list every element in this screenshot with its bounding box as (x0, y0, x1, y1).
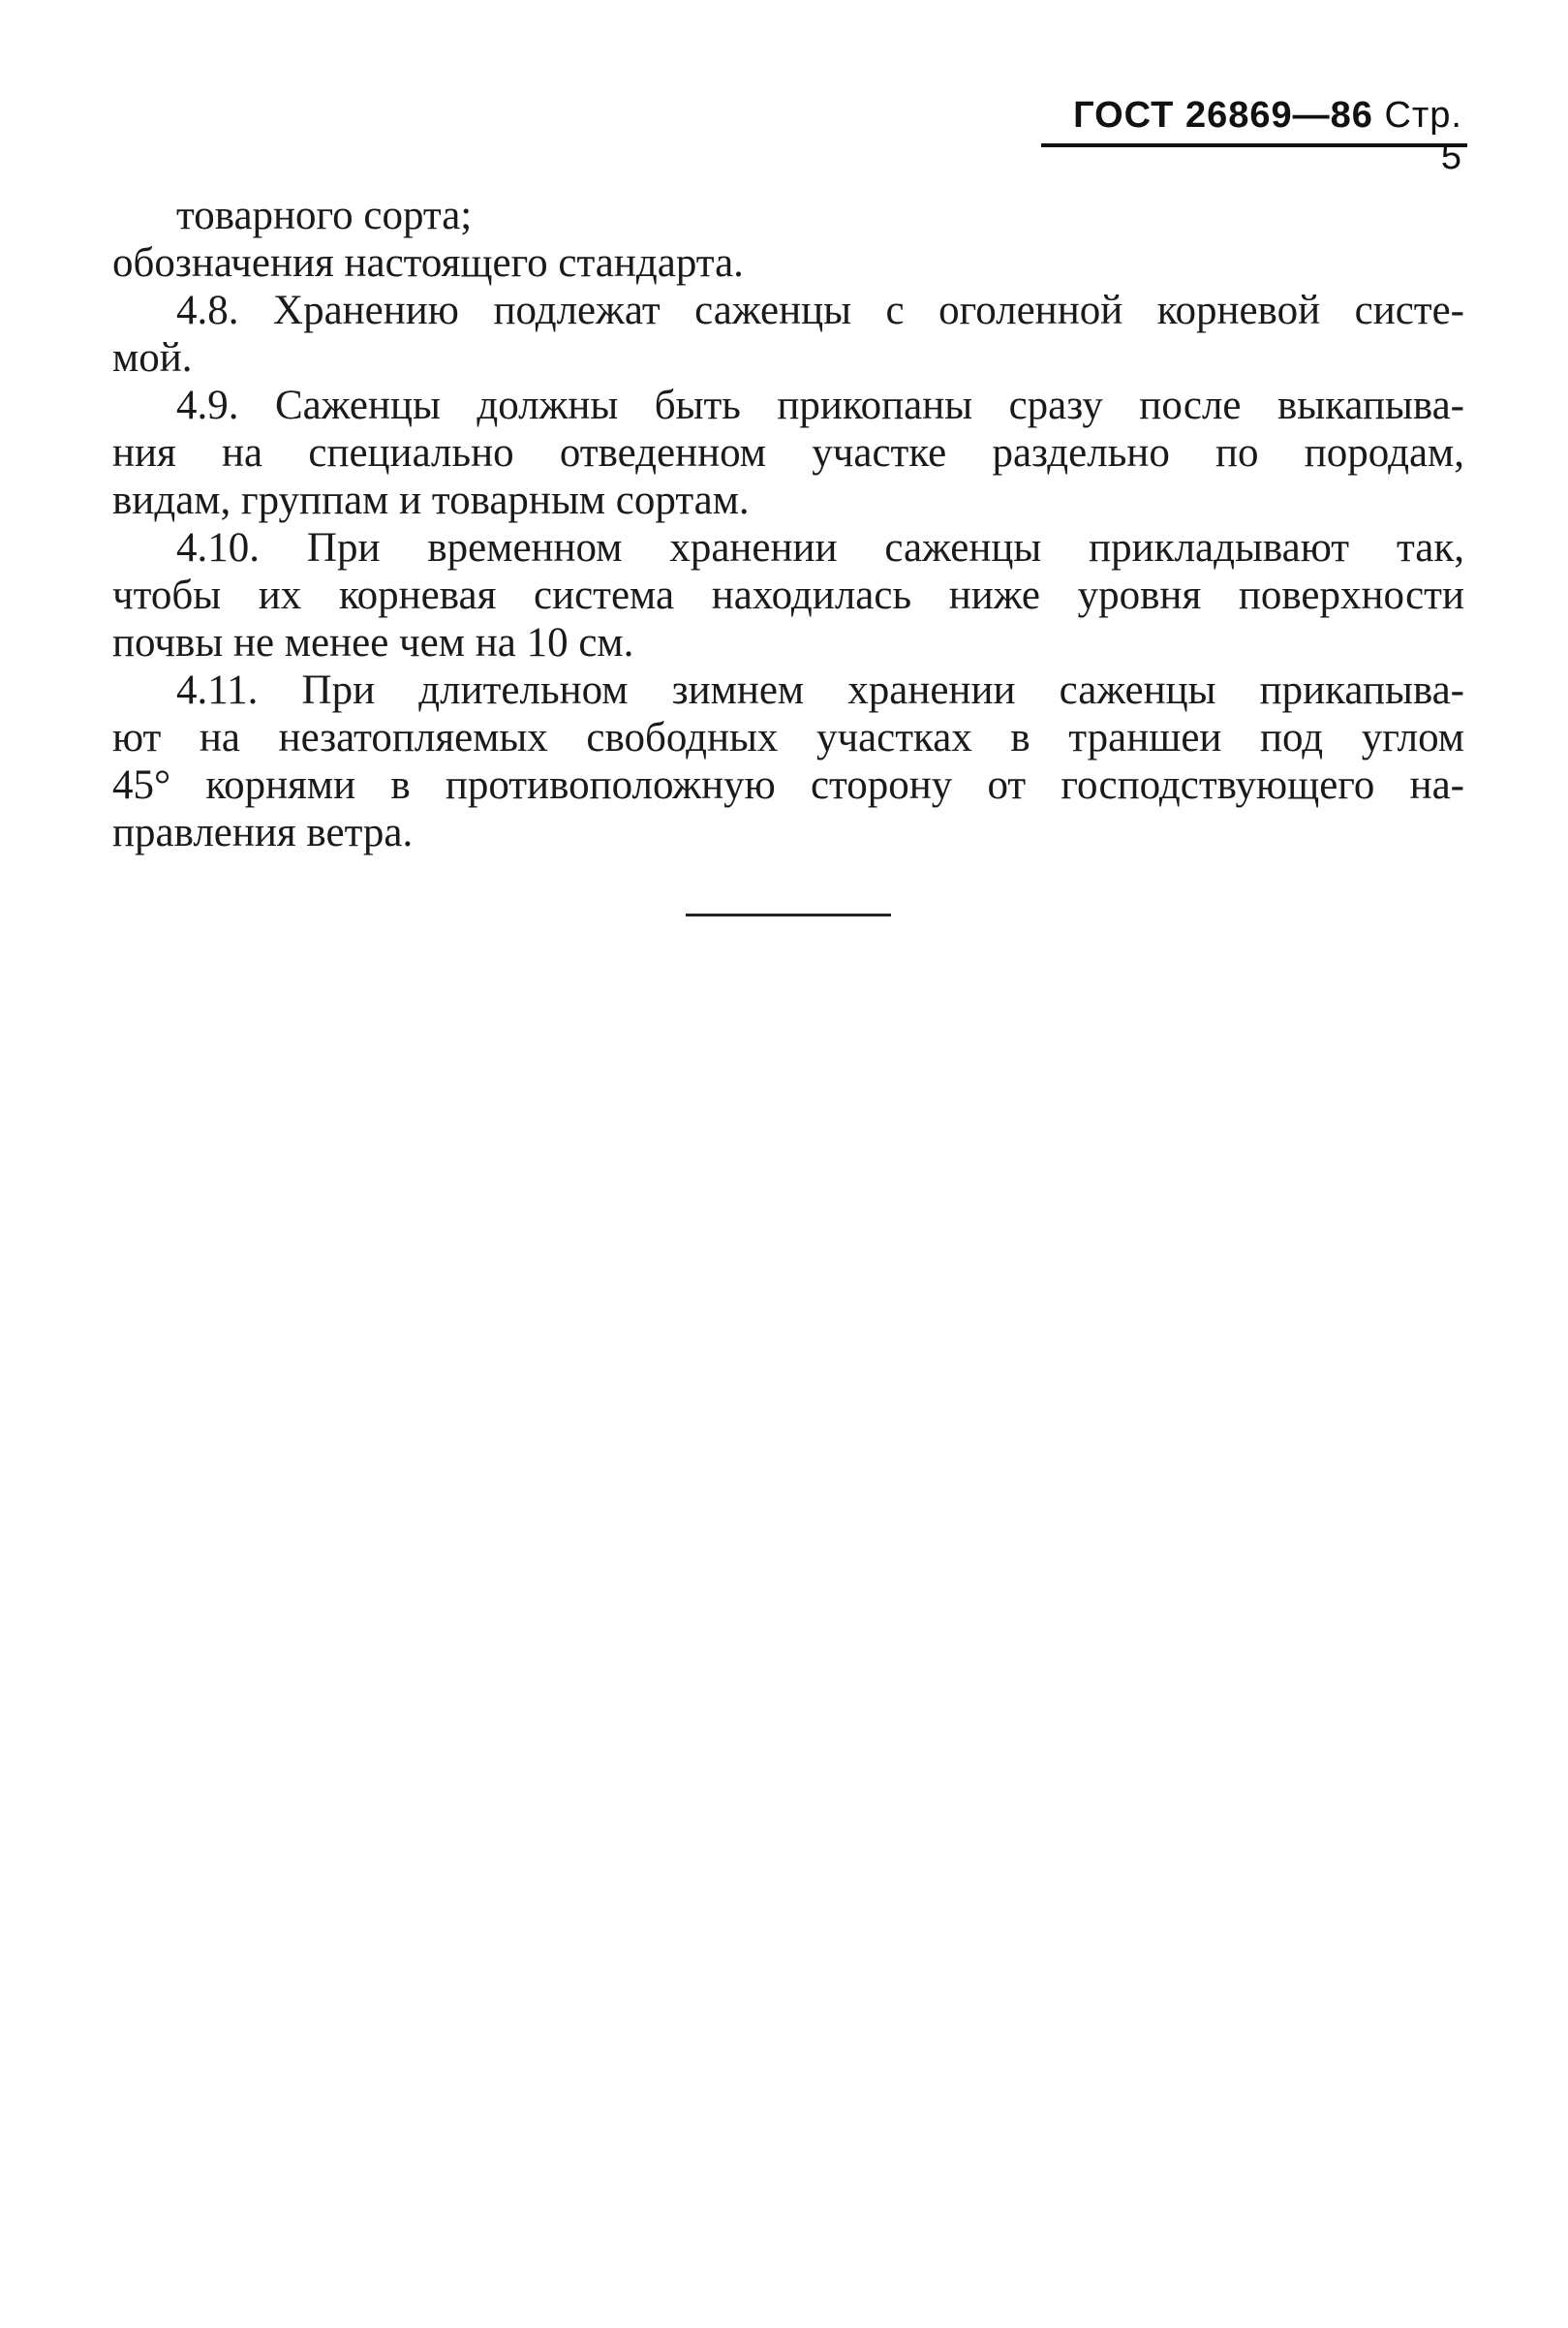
text-line: мой. (112, 335, 193, 381)
standard-number: ГОСТ 26869—86 (1073, 95, 1373, 136)
text-line: 4.8. Хранению подлежат саженцы с оголенной корневой систе- (176, 288, 1464, 333)
page-number: Стр. 5 (1384, 95, 1462, 177)
header-rule (1041, 143, 1467, 147)
text-line: чтобы их корневая система находилась ниже уровня поверхности (112, 573, 1464, 618)
text-line: правления ветра. (112, 810, 414, 855)
text-line: 4.9. Саженцы должны быть прикопаны сразу после выкапыва- (176, 383, 1464, 428)
body-text (112, 192, 1464, 856)
text-line: почвы не менее чем на 10 см. (112, 620, 634, 666)
text-line: 4.11. При длительном зимнем хранении саженцы прикапыва- (176, 667, 1464, 713)
text-line: видам, группам и товарным сортам. (112, 478, 750, 523)
text-line: товарного сорта; (176, 193, 473, 238)
text-line: ют на незатопляемых свободных участках в траншеи под углом (112, 715, 1464, 760)
page-header (1046, 95, 1462, 178)
text-line: 45° корнями в противоположную сторону от господствующего на- (112, 762, 1464, 808)
text-line: ния на специально отведенном участке раздельно по породам, (112, 430, 1464, 476)
text-line: 4.10. При временном хранении саженцы прикладывают так, (176, 525, 1464, 571)
text-line: обозначения настоящего стандарта. (112, 240, 744, 286)
end-rule (686, 914, 891, 916)
